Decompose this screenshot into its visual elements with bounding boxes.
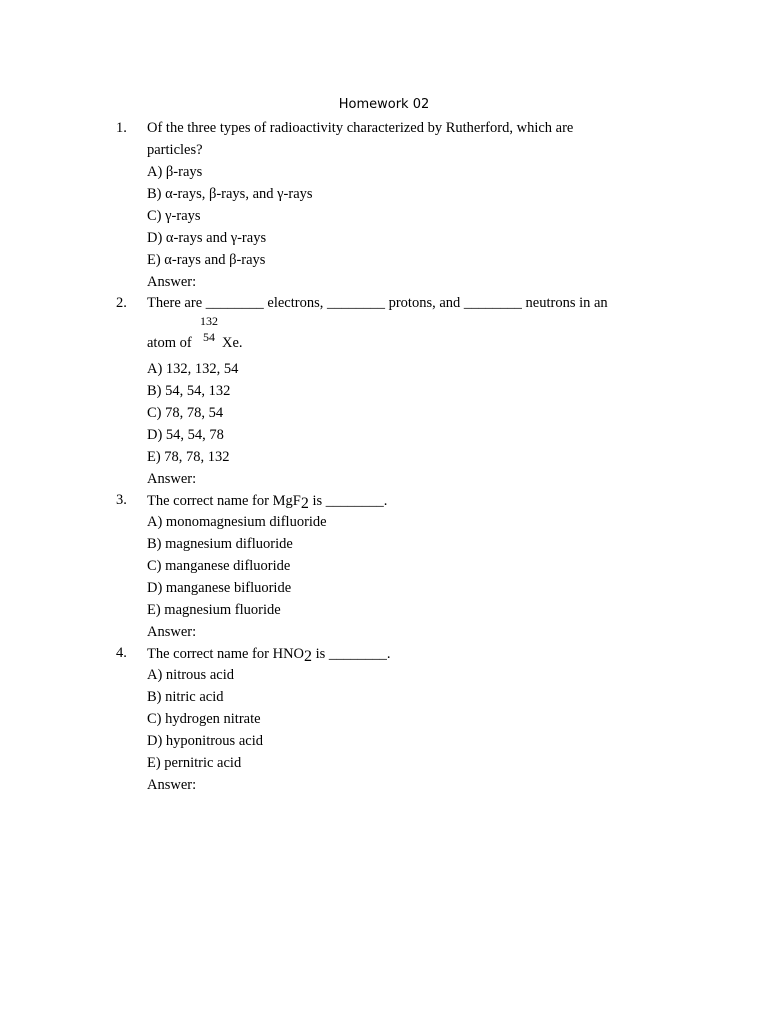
answer-label: Answer: bbox=[147, 624, 197, 640]
option-d: D) manganese bifluoride bbox=[147, 580, 292, 596]
answer-label: Answer: bbox=[147, 777, 197, 793]
option-c: C) manganese difluoride bbox=[147, 558, 291, 574]
answer-label: Answer: bbox=[147, 274, 197, 290]
subscript: 2 bbox=[304, 648, 313, 665]
question-number: 3. bbox=[116, 492, 127, 508]
option-d: D) hyponitrous acid bbox=[147, 733, 263, 749]
option-d: D) 54, 54, 78 bbox=[147, 427, 224, 443]
option-a: A) monomagnesium difluoride bbox=[147, 514, 327, 530]
question-stem: There are ________ electrons, ________ protons, and ________ neutrons in an bbox=[147, 295, 608, 311]
answer-label: Answer: bbox=[147, 471, 197, 487]
mass-number: 132 bbox=[200, 314, 218, 328]
option-d: D) α-rays and γ-rays bbox=[147, 230, 267, 246]
option-b: B) α-rays, β-rays, and γ-rays bbox=[147, 186, 313, 202]
option-b: B) 54, 54, 132 bbox=[147, 383, 231, 399]
element-symbol: Xe. bbox=[222, 335, 243, 351]
question-stem-continued: particles? bbox=[147, 142, 203, 158]
option-b: B) nitric acid bbox=[147, 689, 224, 705]
stem-text-end: is ________. bbox=[308, 493, 388, 509]
question-number: 4. bbox=[116, 645, 127, 661]
question-stem bbox=[147, 492, 387, 510]
subscript: 2 bbox=[300, 495, 309, 512]
option-a: A) β-rays bbox=[147, 164, 203, 180]
option-b: B) magnesium difluoride bbox=[147, 536, 293, 552]
atomic-number: 54 bbox=[203, 330, 215, 344]
option-e: E) magnesium fluoride bbox=[147, 602, 281, 618]
question-number: 1. bbox=[116, 120, 127, 136]
question-stem bbox=[147, 645, 391, 663]
option-a: A) nitrous acid bbox=[147, 667, 234, 683]
option-e: E) pernitric acid bbox=[147, 755, 242, 771]
stem-text: The correct name for MgF bbox=[147, 493, 301, 509]
question-number: 2. bbox=[116, 295, 127, 311]
option-c: C) γ-rays bbox=[147, 208, 201, 224]
document-title: Homework 02 bbox=[338, 97, 430, 112]
option-c: C) 78, 78, 54 bbox=[147, 405, 224, 421]
stem-text-end: is ________. bbox=[312, 646, 391, 662]
option-c: C) hydrogen nitrate bbox=[147, 711, 261, 727]
option-e: E) 78, 78, 132 bbox=[147, 449, 230, 465]
option-a: A) 132, 132, 54 bbox=[147, 361, 239, 377]
question-stem: Of the three types of radioactivity characterized by Rutherford, which are bbox=[147, 120, 574, 136]
question-stem-continued: atom of bbox=[147, 335, 192, 351]
stem-text: The correct name for HNO bbox=[147, 646, 305, 662]
isotope-notation bbox=[147, 314, 347, 358]
option-e: E) α-rays and β-rays bbox=[147, 252, 266, 268]
